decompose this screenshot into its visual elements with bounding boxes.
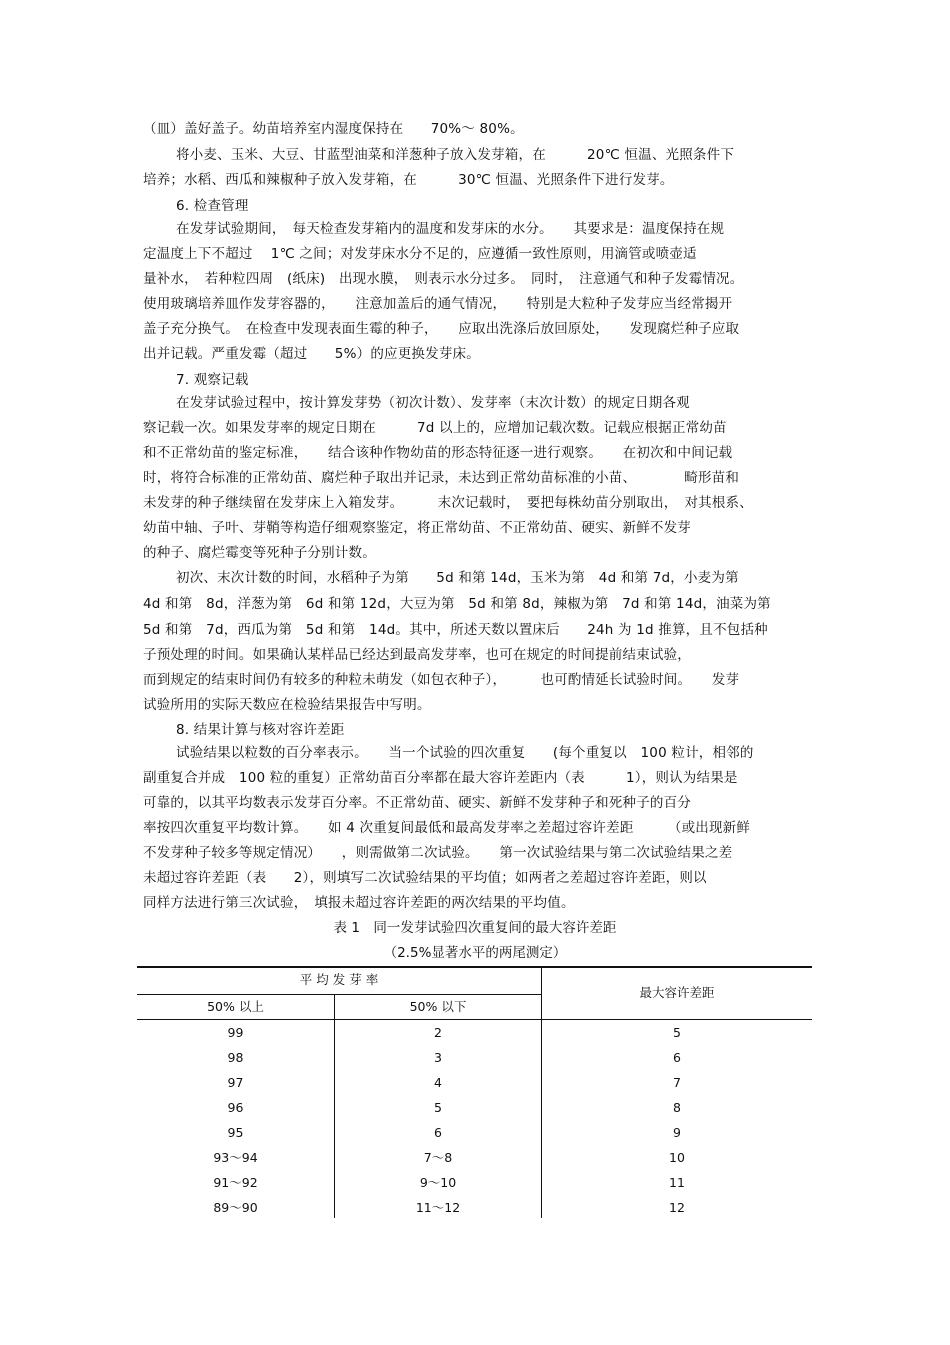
paragraph-line: 在发芽试验过程中，按计算发芽势（初次计数）、发芽率（末次计数）的规定日期各观 (176, 395, 690, 411)
cell-max-tolerance: 7 (673, 1075, 681, 1090)
table-group-rule (137, 994, 542, 995)
section-heading-6: 6. 检查管理 (176, 198, 249, 214)
paragraph-line: 5d 和第 7d，西瓜为第 5d 和第 14d。其中，所述天数以置床后 24h 为 1d 推算，且不包括种 (143, 622, 768, 638)
cell-above-50: 91～92 (213, 1175, 258, 1190)
paragraph-line: 副重复合并成 100 粒的重复）正常幼苗百分率都在最大容许差距内（表 1），则认为结果是 (143, 770, 738, 786)
cell-max-tolerance: 5 (673, 1025, 681, 1040)
paragraph-line: 不发芽种子较多等规定情况） ，则需做第二次试验。 第一次试验结果与第二次试验结果之差 (143, 845, 733, 861)
table-subcaption: （2.5%显著水平的两尾测定） (383, 945, 567, 961)
paragraph-line: 的种子、腐烂霉变等死种子分别计数。 (143, 545, 376, 561)
cell-above-50: 93～94 (213, 1150, 258, 1165)
paragraph-line: 在发芽试验期间， 每天检查发芽箱内的温度和发芽床的水分。 其要求是：温度保持在规 (176, 221, 725, 237)
paragraph-line: 量补水， 若种粒四周 (纸床) 出现水膜， 则表示水分过多。 同时， 注意通气和种子发霉情况。 (143, 271, 744, 287)
paragraph-line: （皿）盖好盖子。幼苗培养室内湿度保持在 70%～ 80%。 (143, 121, 524, 137)
paragraph-line: 察记载一次。如果发芽率的规定日期在 7d 以上的，应增加记载次数。记载应根据正常幼苗 (143, 420, 727, 436)
cell-max-tolerance: 9 (673, 1125, 681, 1140)
section-heading-8: 8. 结果计算与核对容许差距 (176, 722, 345, 738)
cell-max-tolerance: 11 (669, 1175, 685, 1190)
table-header-group: 平 均 发 芽 率 (299, 972, 379, 987)
paragraph-line: 未超过容许差距（表 2），则填写二次试验结果的平均值；如两者之差超过容许差距，则以 (143, 870, 707, 886)
paragraph-line: 而到规定的结束时间仍有较多的种粒未萌发（如包衣种子）， 也可酌情延长试验时间。 发芽 (143, 672, 740, 688)
paragraph-line: 定温度上下不超过 1℃ 之间；对发芽床水分不足的，应遵循一致性原则，用滴管或喷壶适 (143, 246, 697, 262)
table-top-rule (137, 966, 812, 968)
cell-max-tolerance: 6 (673, 1050, 681, 1065)
cell-above-50: 96 (227, 1100, 244, 1115)
cell-below-50: 7～8 (423, 1150, 453, 1165)
cell-max-tolerance: 12 (669, 1200, 685, 1215)
paragraph-line: 使用玻璃培养皿作发芽容器的， 注意加盖后的通气情况， 特别是大粒种子发芽应当经常揭开 (143, 296, 733, 312)
section-heading-7: 7. 观察记载 (176, 372, 249, 388)
paragraph-line: 初次、末次计数的时间，水稻种子为第 5d 和第 14d，玉米为第 4d 和第 7d，小麦为第 (176, 570, 739, 586)
paragraph-line: 和不正常幼苗的鉴定标准， 结合该种作物幼苗的形态特征逐一进行观察。 在初次和中间记载 (143, 445, 733, 461)
paragraph-line: 试验所用的实际天数应在检验结果报告中写明。 (143, 697, 431, 713)
paragraph-line: 出并记载。严重发霉（超过 5%）的应更换发芽床。 (143, 346, 480, 362)
table-header-below-50: 50% 以下 (409, 999, 467, 1014)
table-header-max-tolerance: 最大容许差距 (639, 985, 715, 1000)
cell-above-50: 89～90 (213, 1200, 258, 1215)
table-caption: 表 1 同一发芽试验四次重复间的最大容许差距 (333, 920, 617, 936)
cell-below-50: 6 (434, 1125, 442, 1140)
table-header-rule (137, 1019, 812, 1020)
paragraph-line: 时，将符合标准的正常幼苗、腐烂种子取出并记录，未达到正常幼苗标准的小苗、 畸形苗和 (143, 470, 740, 486)
cell-max-tolerance: 8 (673, 1100, 681, 1115)
paragraph-line: 将小麦、玉米、大豆、甘蓝型油菜和洋葱种子放入发芽箱，在 20℃ 恒温、光照条件下 (176, 147, 735, 163)
table-header-above-50: 50% 以上 (207, 999, 264, 1014)
cell-above-50: 95 (227, 1125, 244, 1140)
cell-below-50: 9～10 (419, 1175, 457, 1190)
cell-max-tolerance: 10 (669, 1150, 685, 1165)
cell-below-50: 5 (434, 1100, 442, 1115)
paragraph-line: 试验结果以粒数的百分率表示。 当一个试验的四次重复 (每个重复以 100 粒计，相邻的 (176, 745, 754, 761)
paragraph-line: 盖子充分换气。 在检查中发现表面生霉的种子， 应取出洗涤后放回原处， 发现腐烂种子应取 (143, 321, 740, 337)
cell-below-50: 3 (434, 1050, 442, 1065)
paragraph-line: 培养；水稻、西瓜和辣椒种子放入发芽箱，在 30℃ 恒温、光照条件下进行发芽。 (143, 172, 674, 188)
cell-below-50: 11～12 (415, 1200, 461, 1215)
cell-below-50: 4 (434, 1075, 442, 1090)
cell-above-50: 98 (227, 1050, 244, 1065)
paragraph-line: 可靠的，以其平均数表示发芽百分率。不正常幼苗、硬实、新鲜不发芽种子和死种子的百分 (143, 795, 691, 811)
paragraph-line: 率按四次重复平均数计算。 如 4 次重复间最低和最高发芽率之差超过容许差距 （或出现新鲜 (143, 820, 751, 836)
paragraph-line: 同样方法进行第三次试验， 填报未超过容许差距的两次结果的平均值。 (143, 895, 575, 911)
paragraph-line: 未发芽的种子继续留在发芽床上入箱发芽。 末次记载时， 要把每株幼苗分别取出， 对其根系、 (143, 495, 753, 511)
cell-above-50: 97 (227, 1075, 244, 1090)
paragraph-line: 4d 和第 8d，洋葱为第 6d 和第 12d，大豆为第 5d 和第 8d，辣椒为第 7d 和第 14d，油菜为第 (143, 596, 771, 612)
paragraph-line: 幼苗中轴、子叶、芽鞘等构造仔细观察鉴定，将正常幼苗、不正常幼苗、硬实、新鲜不发芽 (143, 520, 691, 536)
paragraph-line: 子预处理的时间。如果确认某样品已经达到最高发芽率，也可在规定的时间提前结束试验， (143, 647, 691, 663)
cell-below-50: 2 (434, 1025, 442, 1040)
cell-above-50: 99 (227, 1025, 244, 1040)
